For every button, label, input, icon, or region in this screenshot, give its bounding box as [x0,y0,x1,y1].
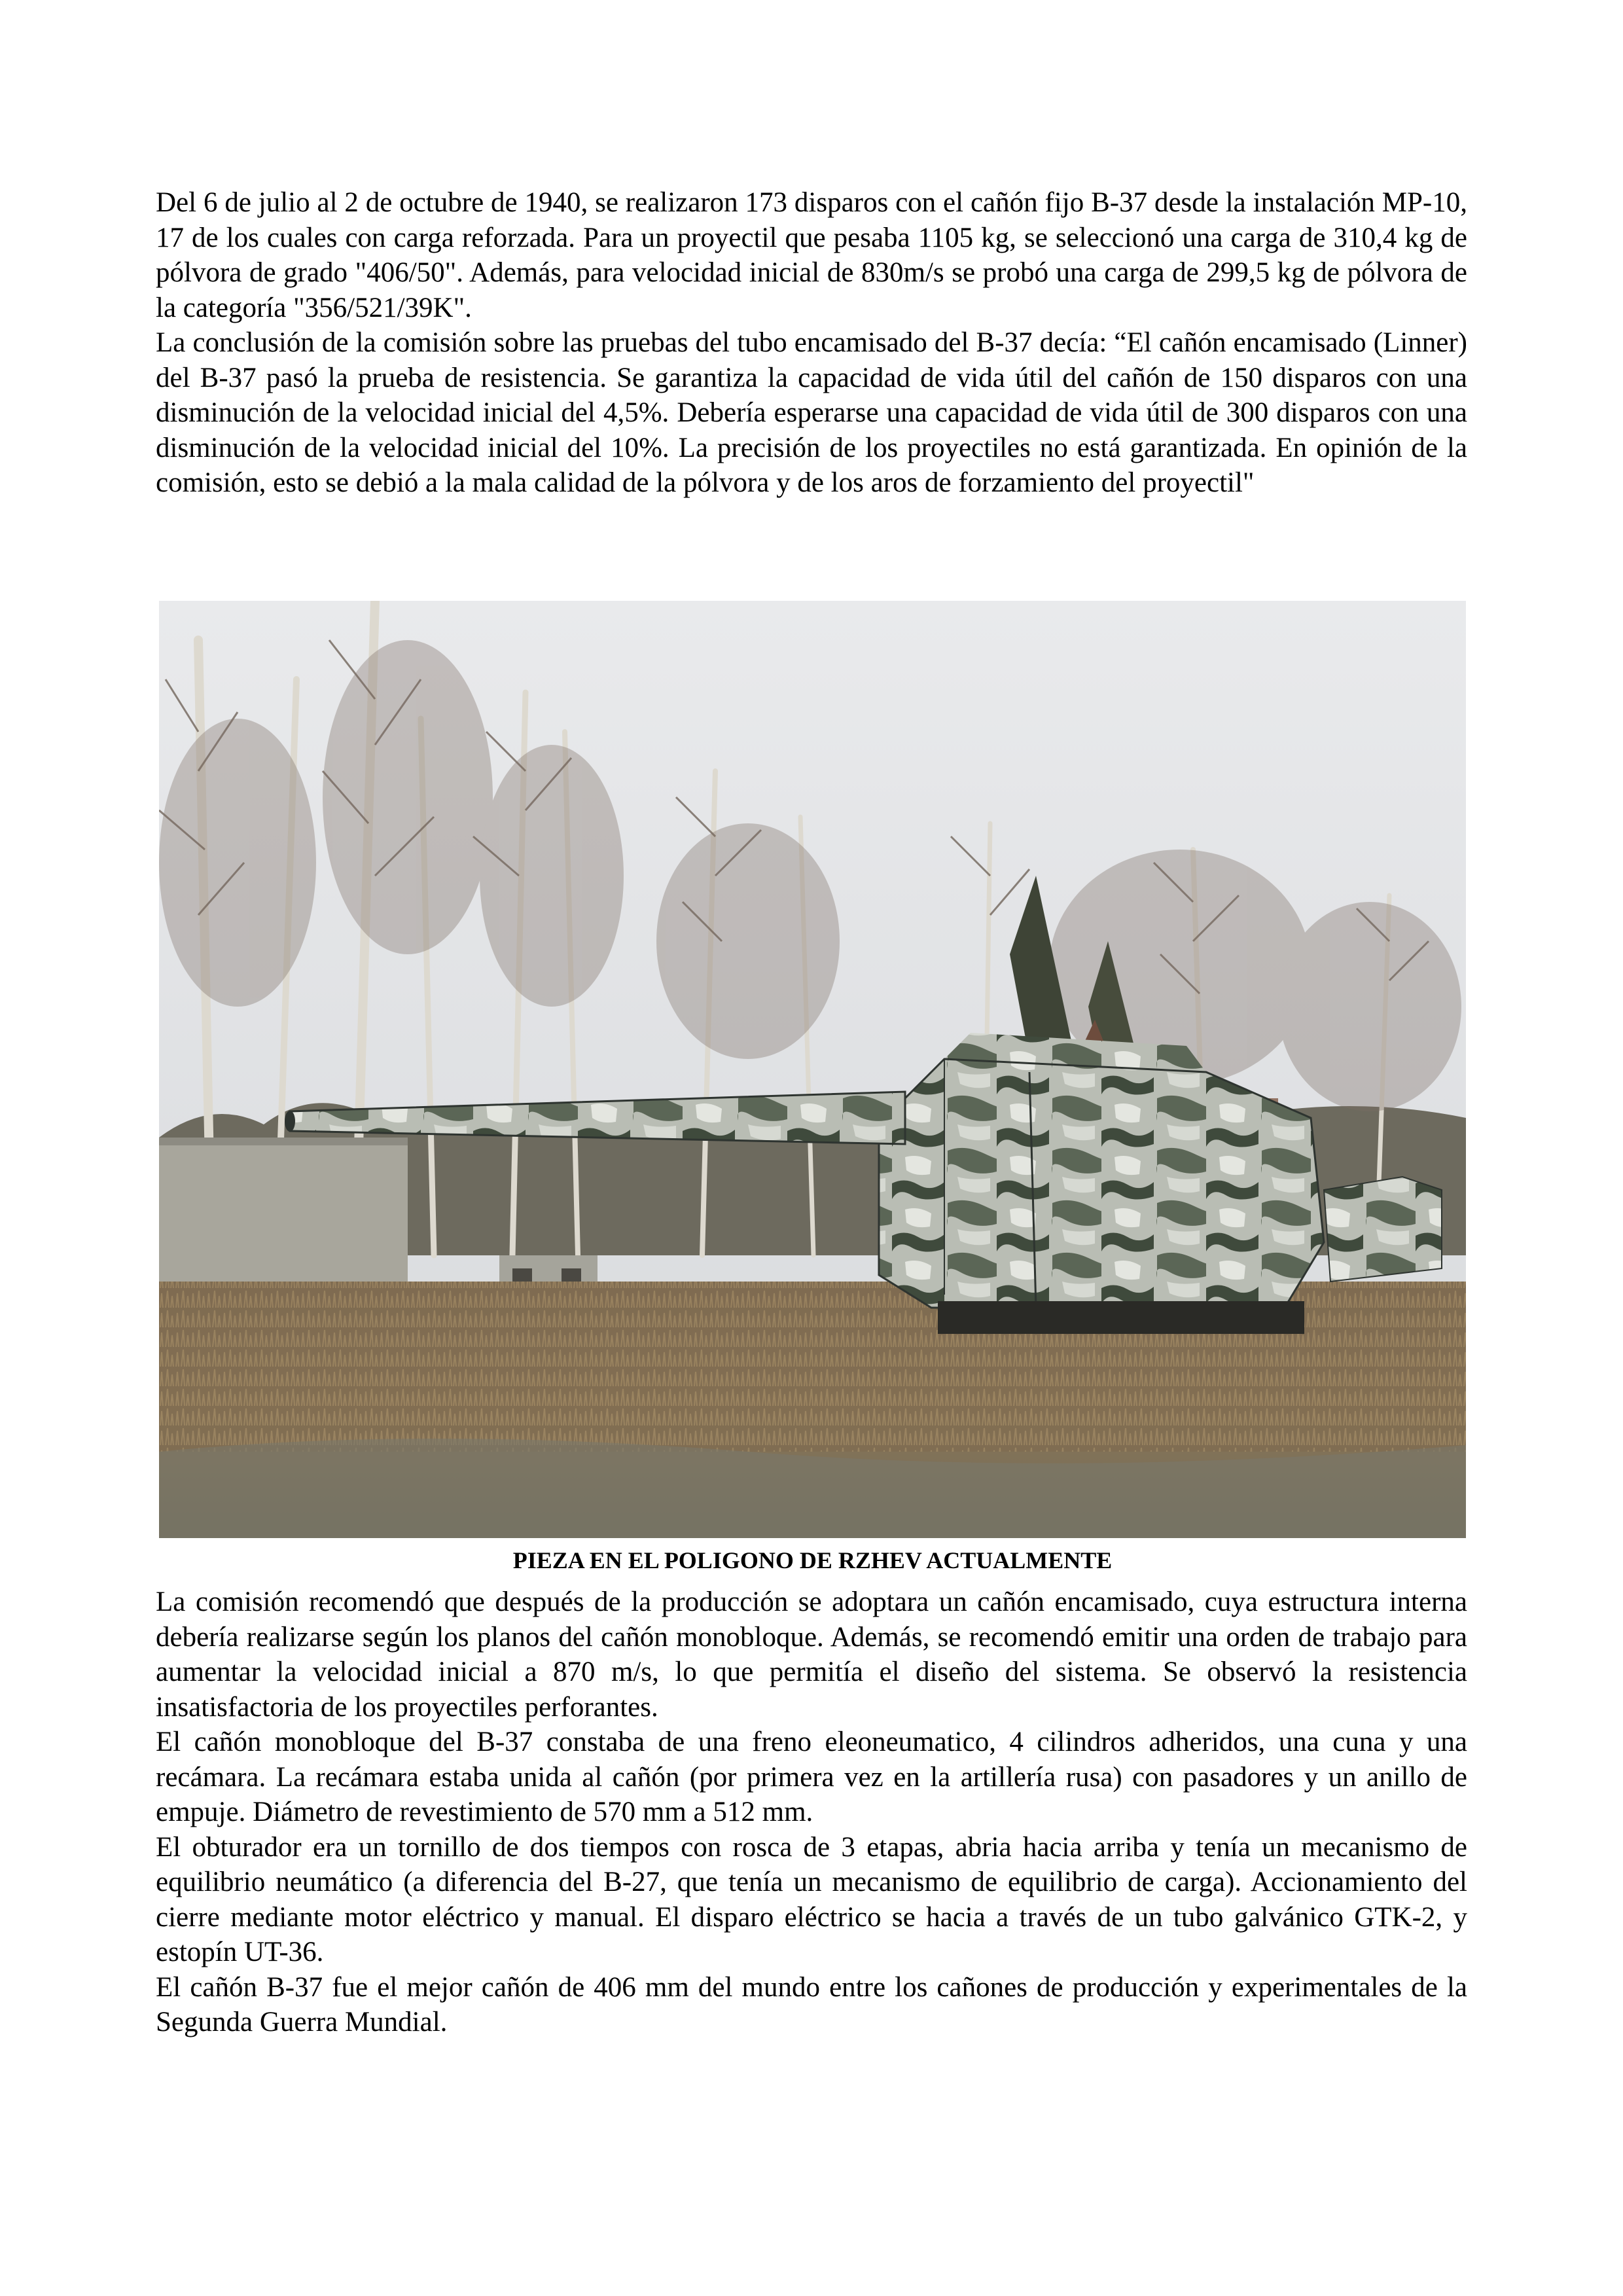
gun-photo [159,601,1466,1538]
paragraph-monobloc-gun: El cañón monobloque del B-37 constaba de una freno eleoneumatico, 4 cilindros adheridos, una cuna y una recámara. La recámara estaba unida al cañón (por primera vez en la artillería rusa) con pasadores y un anillo de empuje. Diámetro de revestimiento de 570 mm a 512 mm. [156,1727,1467,1827]
paragraph-test-firing: Del 6 de julio al 2 de octubre de 1940, se realizaron 173 disparos con el cañón fijo B-37 desde la instalación MP-10, 17 de los cuales con carga reforzada. Para un proyectil que pesaba 1105 kg, se seleccionó una carga de 310,4 kg de pólvora de grado "406/50". Además, para velocidad inicial de 830m/s se probó una carga de 299,5 kg de pólvora de la categoría "356/521/39K". [156,187,1467,323]
figure-caption: PIEZA EN EL POLIGONO DE RZHEV ACTUALMENTE [512,1547,1113,1573]
paragraph-breech-mechanism: El obturador era un tornillo de dos tiempos con rosca de 3 etapas, abria hacia arriba y tenía un mecanismo de equilibrio neumático (a diferencia del B-27, que tenía un mecanismo de equilibrio de carga). Accionamiento del cierre mediante motor eléctrico y manual. El disparo eléctrico se hacia a través de un tubo galvánico GTK-2, y estopín UT-36. [156,1831,1467,1967]
paragraph-commission-conclusion: La conclusión de la comisión sobre las pruebas del tubo encamisado del B-37 decía: “El cañón encamisado (Linner) del B-37 pasó la prueba de resistencia. Se garantiza la capacidad de vida útil del cañón de 150 disparos con una disminución de la velocidad inicial del 4,5%. Debería esperarse una capacidad de vida útil de 300 disparos con una disminución de la velocidad inicial del 10%. La precisión de los proyectiles no está garantizada. En opinión de la comisión, esto se debió a la mala calidad de la pólvora y de los aros de forzamiento del proyectil" [156,327,1467,498]
bottom-text-block [156,1585,1467,2040]
paragraph-best-gun: El cañón B-37 fue el mejor cañón de 406 mm del mundo entre los cañones de producción y experimentales de la Segunda Guerra Mundial. [156,1971,1467,2037]
top-text-block [156,185,1467,501]
paragraph-commission-recommendation: La comisión recomendó que después de la producción se adoptara un cañón encamisado, cuya estructura interna debería realizarse según los planos del cañón monobloque. Además, se recomendó emitir una orden de trabajo para aumentar la velocidad inicial a 870 m/s, lo que permitía el diseño del sistema. Se observó la resistencia insatisfactoria de los proyectiles perforantes. [156,1587,1467,1723]
